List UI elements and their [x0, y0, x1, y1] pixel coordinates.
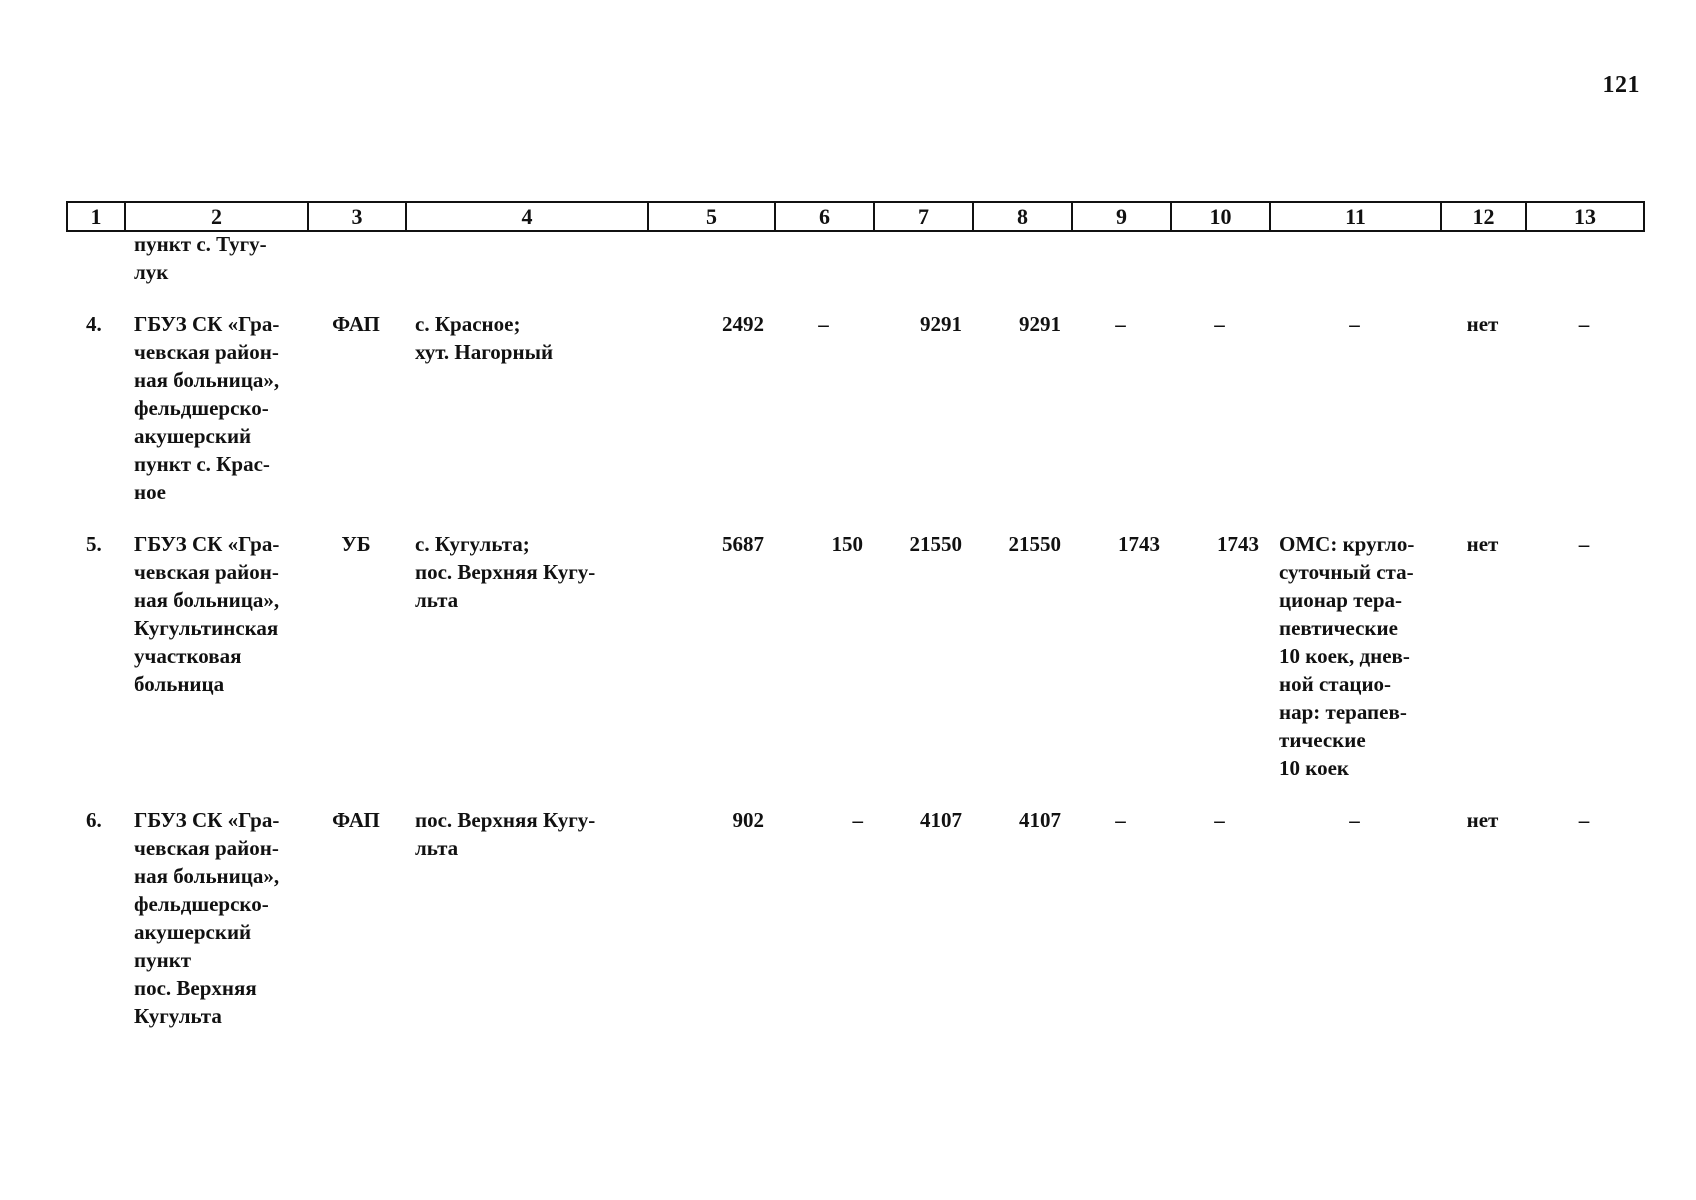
header-col-6: 6 [775, 202, 874, 231]
facility-name-line: пункт с. Тугу- [134, 232, 267, 256]
cell-col-9: – [1115, 312, 1126, 336]
cell-col-10: – [1214, 312, 1225, 336]
header-col-11: 11 [1270, 202, 1441, 231]
facility-name-line: пос. Верхняя [134, 976, 257, 1000]
cell-col-11-line: ной стацио- [1279, 672, 1392, 696]
cell-col-12: нет [1466, 808, 1499, 832]
row-number: 5. [86, 532, 102, 556]
facility-name-line: акушерский [134, 424, 252, 448]
settlement-line: льта [415, 588, 459, 612]
facility-name-line: ная больница», [134, 864, 280, 888]
settlements [405, 530, 647, 782]
facility-type: УБ [341, 532, 371, 556]
facility-name-line: чевская район- [134, 836, 279, 860]
cell-col-13: – [1578, 312, 1590, 336]
header-col-1: 1 [67, 202, 125, 231]
facility-name-line: Кугульта [134, 1004, 222, 1028]
cell-col-7: 4107 [920, 808, 962, 832]
facility-name-line: ГБУЗ СК «Гра- [134, 312, 280, 336]
facility-name [124, 310, 307, 506]
facility-name-line: фельдшерско- [134, 396, 269, 420]
cell-col-12: нет [1466, 312, 1499, 336]
facility-name-line: ГБУЗ СК «Гра- [134, 532, 280, 556]
header-col-10: 10 [1171, 202, 1270, 231]
cell-col-6: – [818, 312, 829, 336]
settlement-line: с. Красное; [415, 312, 521, 336]
column-number-header [66, 201, 1645, 232]
settlement-line: пос. Верхняя Кугу- [415, 808, 596, 832]
cell-col-6: 150 [831, 532, 863, 556]
header-col-2: 2 [125, 202, 308, 231]
cell-col-10: – [1214, 808, 1225, 832]
facility-type: ФАП [332, 312, 380, 336]
cell-col-5: 5687 [722, 532, 764, 556]
cell-col-11-line: 10 коек [1279, 756, 1349, 780]
cell-col-11 [1269, 806, 1440, 1030]
cell-col-11-line: – [1349, 808, 1360, 832]
cell-col-10: 1743 [1217, 532, 1259, 556]
cell-col-13: – [1578, 532, 1590, 556]
cell-col-11-line: суточный ста- [1279, 560, 1414, 584]
facility-type: ФАП [332, 808, 380, 832]
cell-col-8: 4107 [1019, 808, 1061, 832]
facility-name-line: ная больница», [134, 588, 280, 612]
facility-name-line: ГБУЗ СК «Гра- [134, 808, 280, 832]
settlement-line: хут. Нагорный [415, 340, 554, 364]
facility-name-line: лук [134, 260, 169, 284]
facility-name [124, 806, 307, 1030]
cell-col-11 [1269, 310, 1440, 506]
settlement-line: льта [415, 836, 459, 860]
facility-name-line: ное [134, 480, 166, 504]
facility-name-line: Кугультинская [134, 616, 279, 640]
facility-name-line: акушерский [134, 920, 252, 944]
header-col-9: 9 [1072, 202, 1171, 231]
facility-name [124, 230, 307, 286]
facility-name-line: ная больница», [134, 368, 280, 392]
cell-col-7: 21550 [909, 532, 962, 556]
cell-col-9: 1743 [1118, 532, 1160, 556]
header-col-5: 5 [648, 202, 775, 231]
cell-col-6: – [852, 808, 863, 832]
settlements [405, 310, 647, 506]
cell-col-8: 9291 [1019, 312, 1061, 336]
facility-name-line: чевская район- [134, 340, 279, 364]
row-number [66, 230, 124, 286]
cell-col-13: – [1578, 808, 1590, 832]
facility-table-body [66, 230, 1643, 1030]
facility-name-line: участковая [134, 644, 242, 668]
settlement-line: с. Кугульта; [415, 532, 530, 556]
cell-col-12: нет [1466, 532, 1499, 556]
header-col-3: 3 [308, 202, 406, 231]
table-row [66, 310, 1643, 506]
settlement-line: пос. Верхняя Кугу- [415, 560, 596, 584]
header-col-13: 13 [1526, 202, 1644, 231]
facility-name [124, 530, 307, 782]
cell-col-11-line: ОМС: кругло- [1279, 532, 1415, 556]
facility-name-line: чевская район- [134, 560, 279, 584]
facility-name-line: фельдшерско- [134, 892, 269, 916]
cell-col-9: – [1115, 808, 1126, 832]
cell-col-11-line: 10 коек, днев- [1279, 644, 1410, 668]
table-row [66, 806, 1643, 1030]
cell-col-5: 902 [732, 808, 764, 832]
cell-col-11-line: – [1349, 312, 1360, 336]
cell-col-11-line: певтические [1279, 616, 1398, 640]
cell-col-11-line: тические [1279, 728, 1366, 752]
table-row [66, 230, 1643, 286]
facility-name-line: пункт с. Крас- [134, 452, 270, 476]
cell-col-11-line: нар: терапев- [1279, 700, 1407, 724]
header-col-7: 7 [874, 202, 973, 231]
header-col-8: 8 [973, 202, 1072, 231]
header-col-4: 4 [406, 202, 648, 231]
cell-col-11-line: ционар тера- [1279, 588, 1403, 612]
row-number: 6. [86, 808, 102, 832]
facility-name-line: пункт [134, 948, 192, 972]
cell-col-11 [1269, 530, 1440, 782]
cell-col-5: 2492 [722, 312, 764, 336]
cell-col-8: 21550 [1008, 532, 1061, 556]
facility-name-line: больница [134, 672, 225, 696]
page-number: 121 [1602, 72, 1640, 98]
table-row [66, 530, 1643, 782]
cell-col-7: 9291 [920, 312, 962, 336]
header-col-12: 12 [1441, 202, 1526, 231]
row-number: 4. [86, 312, 102, 336]
settlements [405, 806, 647, 1030]
